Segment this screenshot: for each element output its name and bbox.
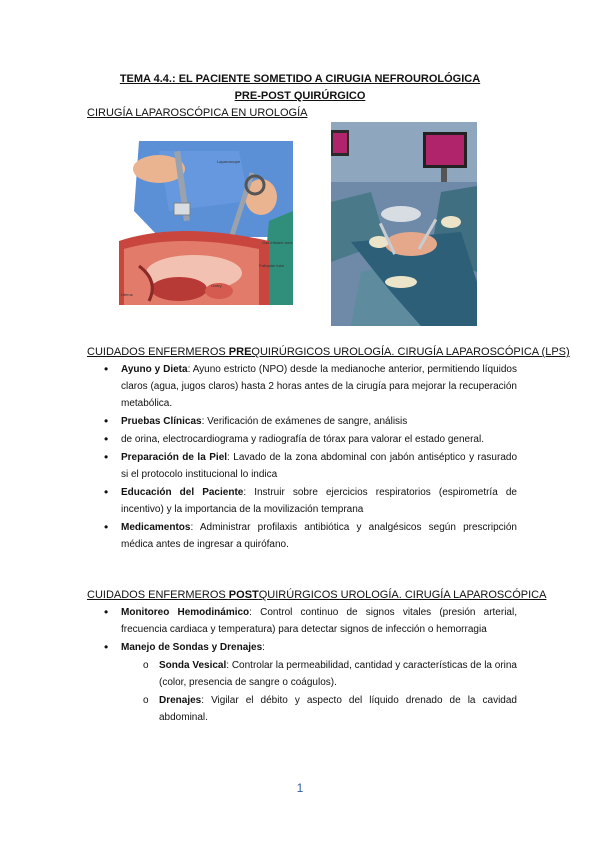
pre-care-list — [87, 361, 517, 554]
bullet-icon: • — [104, 414, 109, 428]
document-title: TEMA 4.4.: EL PACIENTE SOMETIDO A CIRUGIA NEFROUROLÓGICA — [119, 73, 481, 85]
list-item: • de orina, electrocardiograma y radiografía de tórax para valorar el estado general. — [104, 432, 484, 446]
bullet-icon: • — [104, 362, 109, 376]
section-heading-pre: CUIDADOS ENFERMEROS PREQUIRÚRGICOS UROLOGÍA. CIRUGÍA LAPAROSCÓPICA (LPS) — [87, 346, 570, 358]
circle-bullet-icon: o — [143, 660, 149, 671]
document-subtitle: PRE-POST QUIRÚRGICO — [234, 90, 366, 102]
drain-sublist — [87, 657, 517, 726]
label-gas-area: Gas inflated area — [262, 240, 293, 245]
list-item: o Sonda Vesical: Controlar la permeabilidad, cantidad y características de la orina (color, presencia de sangre o coágulos). — [87, 657, 517, 691]
bullet-icon: • — [104, 520, 109, 534]
bullet-icon: • — [104, 450, 109, 464]
sublist-container — [87, 657, 517, 726]
section-heading-laparoscopy: CIRUGÍA LAPAROSCÓPICA EN UROLOGÍA — [87, 107, 308, 119]
bullet-icon: • — [104, 432, 109, 446]
post-care-list — [87, 604, 517, 727]
bullet-icon: • — [104, 640, 109, 654]
list-item: • Pruebas Clínicas: Verificación de exámenes de sangre, análisis — [104, 414, 408, 428]
list-item: • Preparación de la Piel: Lavado de la zona abdominal con jabón antiséptico y rasurado si el protocolo institucional lo indica — [104, 450, 518, 480]
operating-room-photo — [331, 122, 477, 326]
list-item: • Monitoreo Hemodinámico: Control continuo de signos vitales (presión arterial, frecuencia cardiaca y temperatura) para detectar signos de infección o hemorragia — [104, 605, 517, 635]
bullet-icon: • — [104, 605, 109, 619]
label-uterus: Uterus — [121, 292, 133, 297]
page-number: 1 — [296, 781, 304, 795]
list-item: • Medicamentos: Administrar profilaxis antibiótica y analgésicos según prescripción médica antes de ingresar a quirófano. — [104, 520, 517, 550]
label-laparoscope: Laparoscope — [217, 159, 241, 164]
label-ovary: Ovary — [211, 283, 222, 288]
label-fallopian: Fallopian tube — [259, 263, 285, 268]
laparoscopy-illustration — [119, 141, 293, 305]
list-item: • Educación del Paciente: Instruir sobre ejercicios respiratorios (espirometría de incentivo) y la importancia de la movilización temprana — [104, 485, 517, 515]
list-item: o Drenajes: Vigilar el débito y aspecto del líquido drenado de la cavidad abdominal. — [87, 692, 517, 726]
list-item: • Manejo de Sondas y Drenajes: — [104, 640, 265, 654]
section-heading-post: CUIDADOS ENFERMEROS POSTQUIRÚRGICOS UROLOGÍA. CIRUGÍA LAPAROSCÓPICA — [87, 589, 547, 601]
circle-bullet-icon: o — [143, 695, 149, 706]
list-item: • Ayuno y Dieta: Ayuno estricto (NPO) desde la medianoche anterior, permitiendo líquidos claros (agua, jugos claros) hasta 2 horas antes de la cirugía para mejorar la recuperación metabólica. — [104, 362, 517, 409]
bullet-icon: • — [104, 485, 109, 499]
